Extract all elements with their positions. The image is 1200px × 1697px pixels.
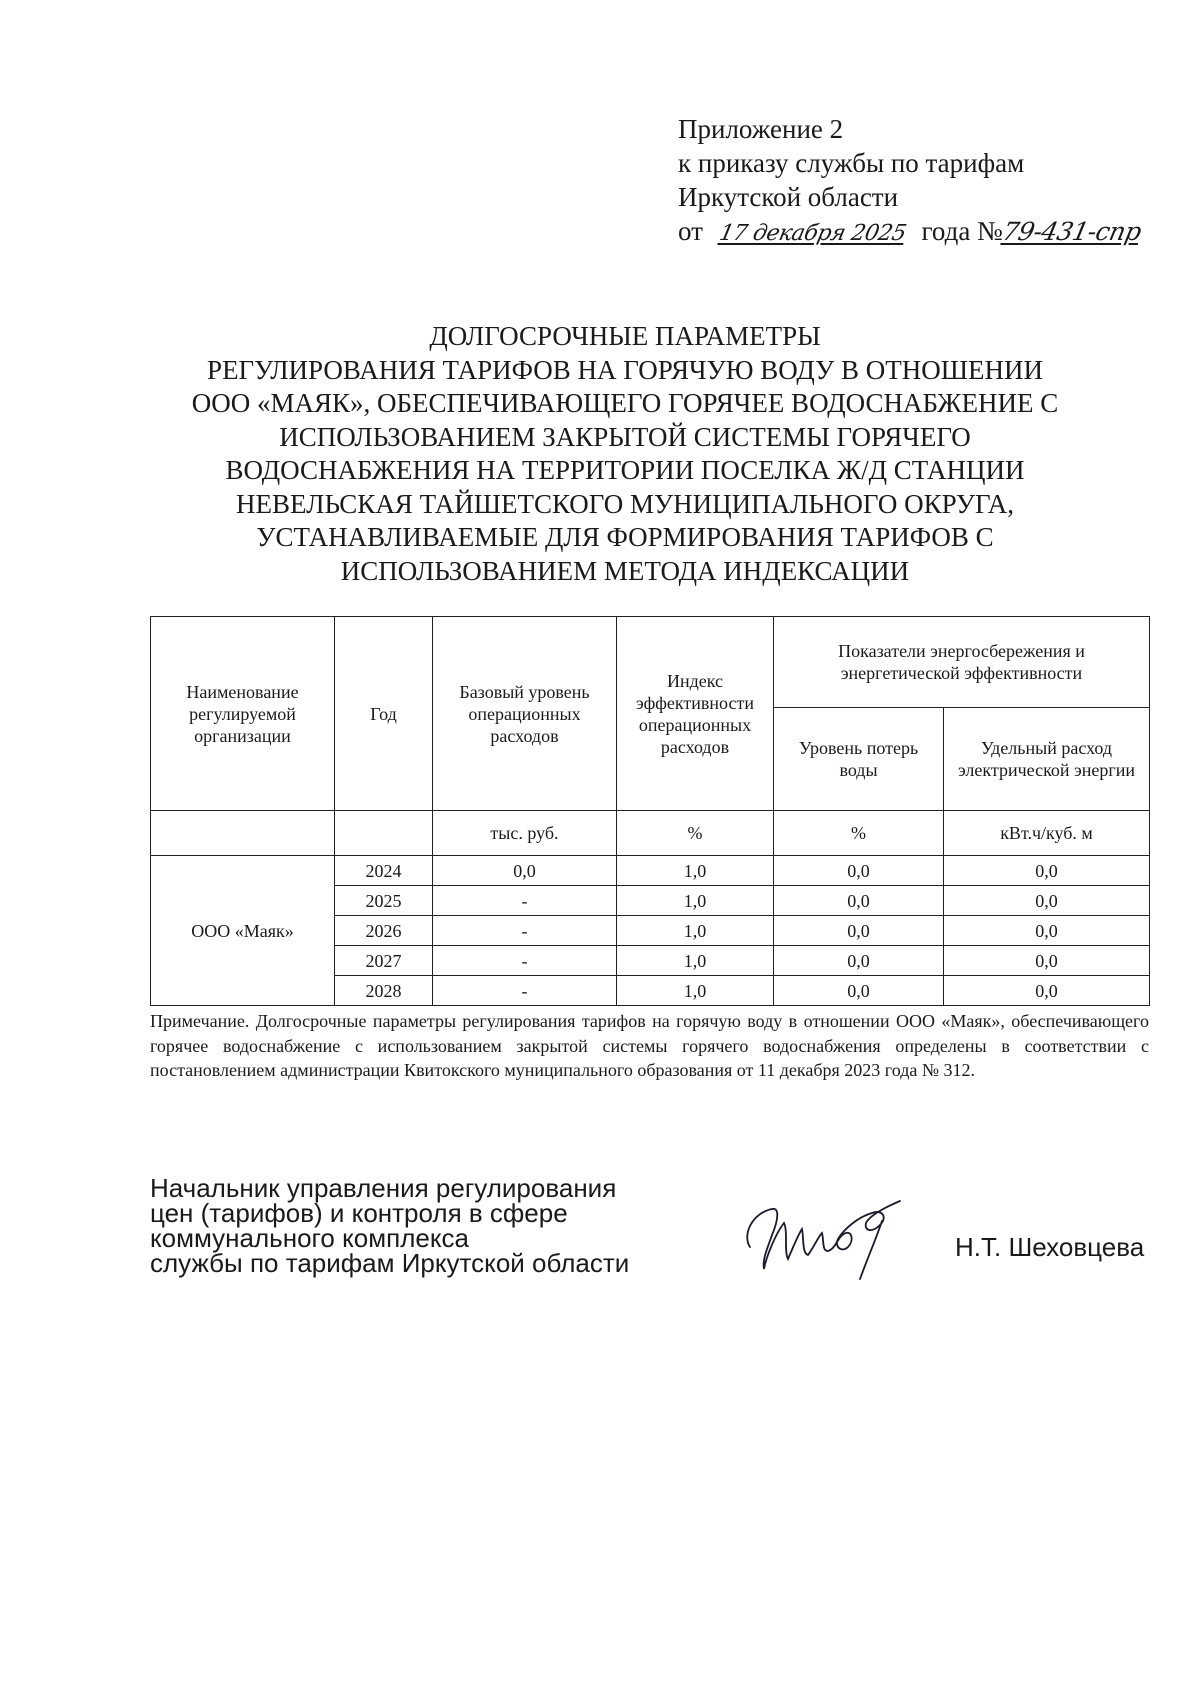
document-title: [175, 320, 1075, 588]
title-line: ООО «МАЯК», ОБЕСПЕЧИВАЮЩЕГО ГОРЯЧЕЕ ВОДОСНАБЖЕНИЕ С: [191, 388, 1059, 418]
units-row: [151, 811, 1150, 856]
unit-base: тыс. руб.: [433, 811, 617, 856]
position-line: службы по тарифам Иркутской области: [150, 1248, 630, 1278]
parameters-table: [150, 616, 1150, 1006]
cell-index: 1,0: [617, 856, 774, 886]
cell-year: 2025: [335, 886, 433, 916]
appendix-date-line: [678, 214, 1153, 251]
unit-empty: [151, 811, 335, 856]
date-prefix: от: [678, 216, 703, 246]
cell-base: -: [433, 946, 617, 976]
handwritten-date: 17 декабря 2025: [716, 221, 908, 246]
cell-elec: 0,0: [944, 856, 1150, 886]
signer-name: Н.Т. Шеховцева: [955, 1232, 1145, 1262]
title-line: ВОДОСНАБЖЕНИЯ НА ТЕРРИТОРИИ ПОСЕЛКА Ж/Д СТАНЦИИ: [225, 455, 1025, 485]
cell-elec: 0,0: [944, 916, 1150, 946]
appendix-line-3: Иркутской области: [678, 182, 899, 212]
cell-index: 1,0: [617, 916, 774, 946]
title-line: ИСПОЛЬЗОВАНИЕМ МЕТОДА ИНДЕКСАЦИИ: [340, 555, 910, 586]
position-line: Начальник управления регулирования: [150, 1173, 617, 1203]
cell-elec: 0,0: [944, 886, 1150, 916]
appendix-line-1: Приложение 2: [678, 114, 844, 144]
cell-loss: 0,0: [774, 946, 944, 976]
unit-elec: кВт.ч/куб. м: [944, 811, 1150, 856]
header-electricity: Удельный расход электрической энергии: [944, 708, 1150, 811]
header-year: Год: [335, 617, 433, 811]
title-line: ИСПОЛЬЗОВАНИЕМ ЗАКРЫТОЙ СИСТЕМЫ ГОРЯЧЕГО: [279, 421, 971, 452]
table-row: [151, 856, 1150, 886]
title-line: УСТАНАВЛИВАЕМЫЕ ДЛЯ ФОРМИРОВАНИЯ ТАРИФОВ С: [256, 522, 994, 552]
cell-organization: ООО «Маяк»: [151, 856, 335, 1006]
cell-year: 2028: [335, 976, 433, 1006]
title-line: ДОЛГОСРОЧНЫЕ ПАРАМЕТРЫ: [429, 321, 821, 351]
appendix-header: [678, 112, 1153, 251]
header-water-loss: Уровень потерь воды: [774, 708, 944, 811]
handwritten-order-number: 79-431-спр: [999, 217, 1144, 246]
header-energy-group: Показатели энергосбережения и энергетической эффективности: [774, 617, 1150, 708]
unit-empty: [335, 811, 433, 856]
header-row: [151, 617, 1150, 708]
unit-index: %: [617, 811, 774, 856]
cell-index: 1,0: [617, 886, 774, 916]
cell-base: -: [433, 916, 617, 946]
header-org: Наименование регулируемой организации: [151, 617, 335, 811]
cell-base: -: [433, 976, 617, 1006]
header-efficiency-index: Индекс эффективности операционных расходов: [617, 617, 774, 811]
position-line: коммунального комплекса: [150, 1223, 469, 1253]
cell-index: 1,0: [617, 946, 774, 976]
cell-year: 2027: [335, 946, 433, 976]
title-line: НЕВЕЛЬСКАЯ ТАЙШЕТСКОГО МУНИЦИПАЛЬНОГО ОКРУГА,: [236, 488, 1014, 519]
cell-base: -: [433, 886, 617, 916]
handwritten-signature: [732, 1195, 922, 1285]
cell-elec: 0,0: [944, 946, 1150, 976]
signatory-position: [150, 1173, 630, 1278]
table-note: Примечание. Долгосрочные параметры регулирования тарифов на горячую воду в отношении ООО «Маяк», обеспечивающего горячее водоснабжение с использованием закрытой системы горячего водоснабжения определены в соответствии с постановлением администрации Квитокского муниципального образования от 11 декабря 2023 года № 312.: [150, 1011, 1149, 1080]
appendix-line-2: к приказу службы по тарифам: [678, 148, 1025, 178]
cell-year: 2026: [335, 916, 433, 946]
cell-loss: 0,0: [774, 976, 944, 1006]
cell-loss: 0,0: [774, 886, 944, 916]
position-line: цен (тарифов) и контроля в сфере: [150, 1198, 568, 1228]
title-line: РЕГУЛИРОВАНИЯ ТАРИФОВ НА ГОРЯЧУЮ ВОДУ В ОТНОШЕНИИ: [207, 354, 1043, 385]
unit-loss: %: [774, 811, 944, 856]
cell-loss: 0,0: [774, 856, 944, 886]
cell-index: 1,0: [617, 976, 774, 1006]
cell-base: 0,0: [433, 856, 617, 886]
header-base-level: Базовый уровень операционных расходов: [433, 617, 617, 811]
date-suffix: года №: [921, 216, 1003, 246]
cell-elec: 0,0: [944, 976, 1150, 1006]
cell-year: 2024: [335, 856, 433, 886]
cell-loss: 0,0: [774, 916, 944, 946]
